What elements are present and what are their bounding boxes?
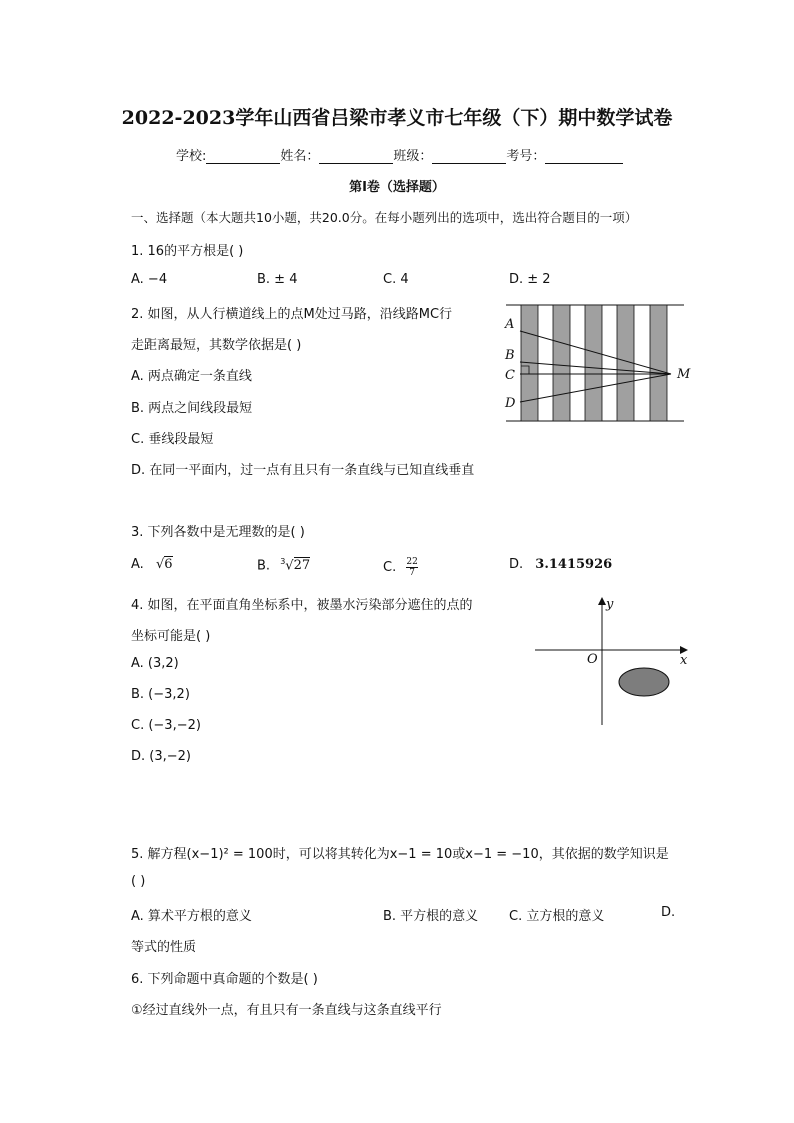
- q4-option-c: C. (−3,−2): [131, 718, 201, 733]
- sqrt-symbol: √: [155, 557, 165, 572]
- point-b-label: B: [505, 348, 515, 363]
- x-axis-label: x: [680, 653, 688, 668]
- q2-option-d: D. 在同一平面内，过一点有且只有一条直线与已知直线垂直: [131, 463, 475, 478]
- q5-option-b: B. 平方根的意义: [383, 909, 479, 924]
- q1-option-a: A. −4: [131, 272, 168, 287]
- y-axis-arrow: [598, 597, 606, 605]
- y-axis-label: y: [606, 597, 614, 612]
- question-5-stem-line1: 5. 解方程(x−1)² = 100时，可以将其转化为x−1 = 10或x−1 = −10，其依据的数学知识是: [131, 847, 669, 862]
- q5-option-a: A. 算术平方根的意义: [131, 909, 252, 924]
- class-blank: [432, 150, 506, 164]
- q6-statement-1: ①经过直线外一点，有且只有一条直线与这条直线平行: [131, 1003, 442, 1018]
- question-2-stem-line1: 2. 如图，从人行横道线上的点M处过马路，沿线路MC行: [131, 307, 453, 322]
- page-title: 2022-2023学年山西省吕梁市孝义市七年级（下）期中数学试卷: [121, 107, 673, 129]
- name-blank: [319, 150, 393, 164]
- question-4-stem-line1: 4. 如图，在平面直角坐标系中，被墨水污染部分遮住的点的: [131, 598, 473, 613]
- q3-option-a: A. √6: [131, 557, 173, 572]
- question-4-stem-line2: 坐标可能是( ): [131, 629, 211, 644]
- exam-no-label: 考号：: [506, 149, 546, 164]
- question-1-stem: 1. 16的平方根是( ): [131, 244, 244, 259]
- ink-blot: [619, 668, 669, 696]
- q1-option-b: B. ± 4: [257, 272, 298, 287]
- q4-option-b: B. (−3,2): [131, 687, 190, 702]
- student-info-line: [176, 145, 623, 164]
- point-d-label: D: [505, 396, 516, 411]
- point-m-label: M: [677, 367, 691, 382]
- section-heading: 一、选择题（本大题共10小题，共20.0分。在每小题列出的选项中，选出符合题目的一项）: [131, 210, 638, 225]
- q5-option-c: C. 立方根的意义: [509, 909, 605, 924]
- name-label: 姓名：: [280, 149, 320, 164]
- question-3-stem: 3. 下列各数中是无理数的是( ): [131, 525, 305, 540]
- crosswalk-stripe: [553, 305, 570, 421]
- cbrt-symbol: √: [285, 558, 294, 574]
- crosswalk-stripe: [585, 305, 602, 421]
- origin-label: O: [587, 652, 598, 667]
- crosswalk-stripe: [650, 305, 667, 421]
- q1-option-d: D. ± 2: [509, 272, 551, 287]
- question-5-stem-line2: ( ): [131, 874, 146, 889]
- q5-option-d-continued: 等式的性质: [131, 940, 197, 955]
- q2-option-b: B. 两点之间线段最短: [131, 401, 253, 416]
- point-c-label: C: [505, 368, 515, 383]
- question-6-stem: 6. 下列命题中真命题的个数是( ): [131, 972, 318, 987]
- q1-option-c: C. 4: [383, 272, 409, 287]
- q3-option-d: D. 3.1415926: [509, 557, 613, 572]
- q4-option-d: D. (3,−2): [131, 749, 191, 764]
- point-a-label: A: [505, 317, 515, 332]
- school-blank: [206, 150, 280, 164]
- volume-heading: 第Ⅰ卷（选择题）: [349, 180, 445, 195]
- class-label: 班级：: [393, 149, 433, 164]
- crosswalk-figure: [500, 298, 700, 428]
- q2-option-a: A. 两点确定一条直线: [131, 369, 252, 384]
- school-label: 学校:: [176, 149, 207, 164]
- exam-no-blank: [545, 150, 623, 164]
- q3-option-c: C. $\frac{22}{7}$: [383, 557, 418, 578]
- q3-option-b: B. $^3$√27: [257, 557, 311, 574]
- fraction: $\frac{22}{7}$: [406, 557, 418, 578]
- q5-option-d: D.: [661, 905, 676, 920]
- coordinate-figure: [530, 590, 700, 730]
- question-2-stem-line2: 走距离最短，其数学依据是( ): [131, 338, 302, 353]
- q2-option-c: C. 垂线段最短: [131, 432, 214, 447]
- q4-option-a: A. (3,2): [131, 656, 179, 671]
